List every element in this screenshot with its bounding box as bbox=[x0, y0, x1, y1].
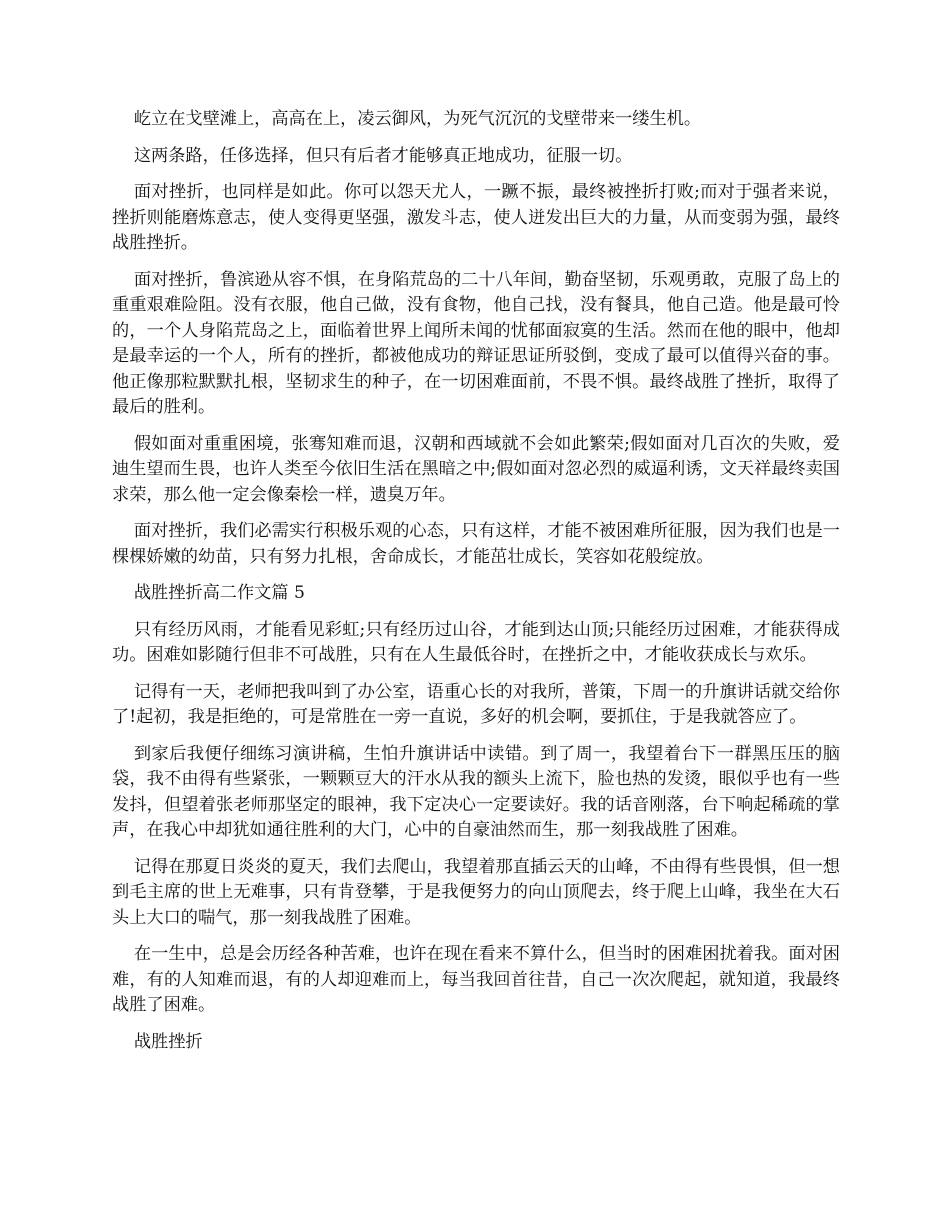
paragraph: 屹立在戈壁滩上，高高在上，凌云御风，为死气沉沉的戈壁带来一缕生机。 bbox=[133, 109, 702, 129]
section-heading: 战胜挫折高二作文篇 5 bbox=[133, 583, 305, 603]
paragraph: 记得在那夏日炎炎的夏天，我们去爬山，我望着那直插云天的山峰，不由得有些畏惧，但一想到毛主席的世上无难事，只有肯登攀，于是我便努力的向山顶爬去，终于爬上山峰，我坐在大石头上大口的喘气，那一刻我战胜了困难。 bbox=[112, 856, 840, 928]
paragraph: 面对挫折，也同样是如此。你可以怨天尤人，一蹶不振，最终被挫折打败;而对于强者来说，挫折则能磨炼意志，使人变得更坚强，激发斗志，使人迸发出巨大的力量，从而变弱为强，最终战胜挫折。 bbox=[112, 182, 840, 253]
paragraph: 到家后我便仔细练习演讲稿，生怕升旗讲话中读错。到了周一，我望着台下一群黑压压的脑袋，我不由得有些紧张，一颗颗豆大的汗水从我的额头上流下，脸也热的发烫，眼似乎也有一些发抖，但望着张老师那坚定的眼神，我下定决心一定要读好。我的话音刚落，台下响起稀疏的掌声，在我心中却犹如通往胜利的大门，心中的自豪油然而生，那一刻我战胜了困难。 bbox=[112, 743, 840, 840]
paragraph: 面对挫折，我们必需实行积极乐观的心态，只有这样，才能不被困难所征服，因为我们也是一棵棵娇嫩的幼苗，只有努力扎根，舍命成长，才能茁壮成长，笑容如花般绽放。 bbox=[112, 521, 840, 567]
paragraph: 记得有一天，老师把我叫到了办公室，语重心长的对我所，普策，下周一的升旗讲话就交给你了!起初，我是拒绝的，可是常胜在一旁一直说，多好的机会啊，要抓住，于是我就答应了。 bbox=[112, 681, 840, 727]
paragraph: 假如面对重重困境，张骞知难而退，汉朝和西域就不会如此繁荣;假如面对几百次的失败，爱迪生望而生畏，也许人类至今依旧生活在黑暗之中;假如面对忽必烈的威逼利诱，文天祥最终卖国求荣，那么他一定会像秦桧一样，遗臭万年。 bbox=[112, 433, 840, 505]
document-body bbox=[112, 107, 840, 1066]
paragraph: 面对挫折，鲁滨逊从容不惧，在身陷荒岛的二十八年间，勤奋坚韧，乐观勇敢，克服了岛上的重重艰难险阻。没有衣服，他自己做，没有食物，他自己找，没有餐具，他自己造。他是最可怜的，一个人身陷荒岛之上，面临着世界上闻所未闻的忧郁面寂寞的生活。然而在他的眼中，他却是最幸运的一个人，所有的挫折，都被他成功的辩证思证所驳倒，变成了最可以值得兴奋的事。他正像那粒默默扎根，坚韧求生的种子，在一切困难面前，不畏不惧。最终战胜了挫折，取得了最后的胜利。 bbox=[112, 269, 840, 417]
paragraph: 在一生中，总是会历经各种苦难，也许在现在看来不算什么，但当时的困难困扰着我。面对困难，有的人知难而退，有的人却迎难而上，每当我回首往昔，自己一次次爬起，就知道，我最终战胜了困难。 bbox=[112, 944, 840, 1015]
paragraph: 这两条路，任侈选择，但只有后者才能够真正地成功，征服一切。 bbox=[133, 145, 633, 166]
closing-line: 战胜挫折 bbox=[133, 1031, 203, 1052]
paragraph: 只有经历风雨，才能看见彩虹;只有经历过山谷，才能到达山顶;只能经历过困难，才能获得成功。困难如影随行但非不可战胜，只有在人生最低谷时，在挫折之中，才能收获成长与欢乐。 bbox=[112, 619, 840, 665]
